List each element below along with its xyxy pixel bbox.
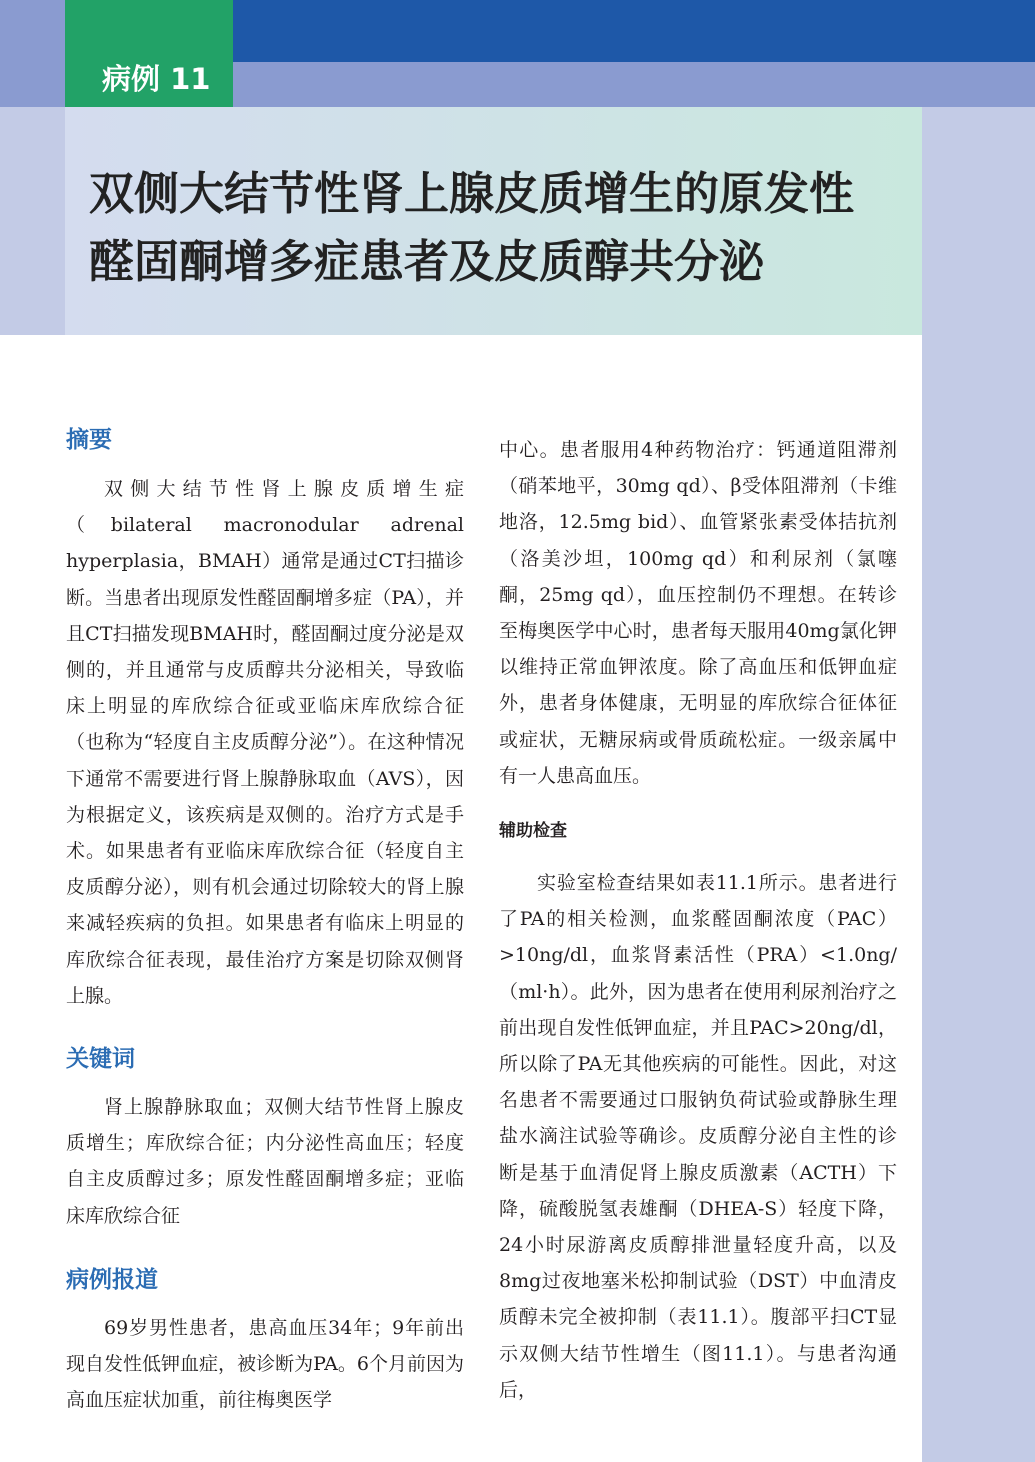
- left-margin-strip: [0, 107, 65, 335]
- exam-text: 实验室检查结果如表11.1所示。患者进行了PA的相关检测，血浆醛固酮浓度（PAC）>10ng/dl，血浆肾素活性（PRA）<1.0ng/（ml·h）。此外，因为患者在使用利尿剂治疗之前出现自发性低钾血症，并且PAC>20ng/dl，所以除了PA无其他疾病的可能性。因此，对这名患者不需要通过口服钠负荷试验或静脉生理盐水滴注试验等确诊。皮质醇分泌自主性的诊断是基于血清促肾上腺皮质激素（ACTH）下降，硫酸脱氢表雄酮（DHEA-S）轻度下降，24小时尿游离皮质醇排泄量轻度升高，以及8mg过夜地塞米松抑制试验（DST）中血清皮质醇未完全被抑制（表11.1）。腹部平扫CT显示双侧大结节性增生（图11.1）。与患者沟通后，: [499, 872, 897, 1401]
- page-title-line2: 醛固酮增多症患者及皮质醇共分泌: [89, 235, 765, 288]
- case-report-continued: 中心。患者服用4种药物治疗：钙通道阻滞剂（硝苯地平，30mg qd）、β受体阻滞剂（卡维地洛，12.5mg bid）、血管紧张素受体拮抗剂（洛美沙坦，100mg qd）和利尿剂（氯噻酮，25mg qd），血压控制仍不理想。在转诊至梅奥医学中心时，患者每天服用40mg氯化钾以维持正常血钾浓度。除了高血压和低钾血症外，患者身体健康，无明显的库欣综合征体征或症状，无糖尿病或骨质疏松症。一级亲属中有一人患高血压。: [499, 439, 897, 787]
- case-report-text: 69岁男性患者，患高血压34年；9年前出现自发性低钾血症，被诊断为PA。6个月前因为高血压症状加重，前往梅奥医学: [66, 1316, 464, 1412]
- exam-heading: 辅助检查: [499, 821, 567, 842]
- page-title-line1: 双侧大结节性肾上腺皮质增生的原发性: [89, 167, 855, 220]
- case-label: 病例 11: [102, 62, 211, 96]
- keywords-text: 肾上腺静脉取血；双侧大结节性肾上腺皮质增生；库欣综合征；内分泌性高血压；轻度自主皮质醇过多；原发性醛固酮增多症；亚临床库欣综合征: [66, 1096, 464, 1227]
- right-column: [499, 432, 897, 1408]
- header-accent-band: [233, 0, 1035, 62]
- title-box: [65, 107, 922, 335]
- right-margin-strip: [922, 107, 1035, 1462]
- keywords-heading: 关键词: [66, 1046, 135, 1073]
- abstract-heading: 摘要: [66, 427, 112, 453]
- case-number-tab: [65, 0, 233, 107]
- left-column: [66, 400, 464, 1418]
- abstract-text: 双侧大结节性肾上腺皮质增生症（bilateral macronodular adrenal hyperplasia，BMAH）通常是通过CT扫描诊断。当患者出现原发性醛固酮增多症（PA），并且CT扫描发现BMAH时，醛固酮过度分泌是双侧的，并且通常与皮质醇共分泌相关，导致临床上明显的库欣综合征或亚临床库欣综合征（也称为“轻度自主皮质醇分泌”）。在这种情况下通常不需要进行肾上腺静脉取血（AVS），因为根据定义，该疾病是双侧的。治疗方式是手术。如果患者有亚临床库欣综合征（轻度自主皮质醇分泌），则有机会通过切除较大的肾上腺来减轻疾病的负担。如果患者有临床上明显的库欣综合征表现，最佳治疗方案是切除双侧肾上腺。: [66, 478, 464, 1007]
- case-report-heading: 病例报道: [66, 1266, 158, 1293]
